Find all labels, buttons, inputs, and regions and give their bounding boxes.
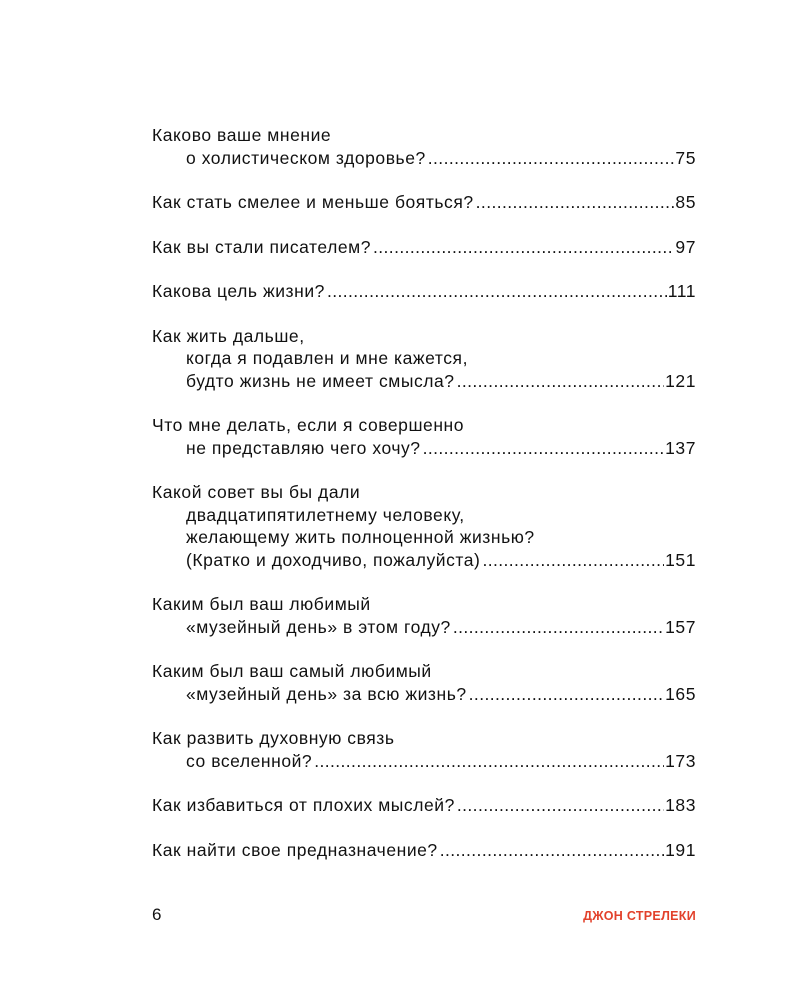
toc-page-number: 165 <box>665 683 696 704</box>
toc-entry-line: Какой совет вы бы дали <box>152 482 361 502</box>
dot-leader <box>482 549 664 572</box>
toc-page-number: 173 <box>665 750 696 771</box>
toc-entry-last-line <box>152 280 696 303</box>
toc-entry-last-line <box>152 794 696 817</box>
dot-leader <box>453 616 664 639</box>
toc-entry-title: не представляю чего хочу? <box>186 437 421 458</box>
toc-entry <box>152 414 696 459</box>
toc-entry-line: Как жить дальше, <box>152 325 305 346</box>
toc-entry <box>152 839 696 862</box>
toc-page-number: 75 <box>675 147 696 168</box>
toc-entry <box>152 325 696 393</box>
toc-page-number: 97 <box>675 236 696 257</box>
page-number: 6 <box>152 905 162 924</box>
toc-page-number: 191 <box>665 839 696 860</box>
toc-entry <box>152 593 696 638</box>
toc-entry-title: Как найти свое предназначение? <box>152 839 438 860</box>
toc-entry-title: «музейный день» в этом году? <box>186 616 451 637</box>
toc-entry <box>152 280 696 303</box>
toc-entry-line: желающему жить полноценной жизнью? <box>186 527 535 547</box>
dot-leader <box>314 750 664 773</box>
toc-entry-title: о холистическом здоровье? <box>186 147 426 168</box>
toc-entry-title: Как избавиться от плохих мыслей? <box>152 795 455 815</box>
toc-entry-last-line <box>152 839 696 862</box>
dot-leader <box>428 147 675 170</box>
toc-entry-last-line <box>152 616 696 639</box>
toc-entry-title: Как стать смелее и меньше бояться? <box>152 192 474 212</box>
toc-entry-line: Каким был ваш любимый <box>152 594 371 614</box>
toc-entry-last-line <box>152 236 696 259</box>
dot-leader <box>476 191 675 214</box>
toc-entry-title: будто жизнь не имеет смысла? <box>186 370 455 391</box>
dot-leader <box>469 683 664 706</box>
dot-leader <box>457 370 665 393</box>
toc-entry-line: двадцатипятилетнему человеку, <box>186 504 465 525</box>
toc-page-number: 85 <box>675 192 696 212</box>
toc-entry <box>152 727 696 772</box>
toc-page-number: 157 <box>665 616 696 637</box>
toc-entry <box>152 191 696 214</box>
dot-leader <box>457 794 664 817</box>
toc-entry <box>152 660 696 705</box>
toc-entry-title: (Кратко и доходчиво, пожалуйста) <box>186 549 481 570</box>
toc-entry-line: когда я подавлен и мне кажется, <box>186 348 468 368</box>
toc-entry-last-line <box>152 750 696 773</box>
toc-page-number: 137 <box>665 437 696 458</box>
toc-page-number: 151 <box>665 549 696 570</box>
running-head-author: ДЖОН СТРЕЛЕКИ <box>583 909 696 923</box>
dot-leader <box>440 839 664 862</box>
toc-entry <box>152 236 696 259</box>
toc-entry-line: Что мне делать, если я совершенно <box>152 415 465 435</box>
toc-entry <box>152 481 696 571</box>
toc-entry-last-line <box>152 683 696 706</box>
dot-leader <box>327 280 667 303</box>
table-of-contents <box>152 124 696 883</box>
toc-entry-title: со вселенной? <box>186 750 313 771</box>
toc-entry-last-line <box>152 147 696 170</box>
toc-entry-last-line <box>152 191 696 214</box>
toc-entry-line: Каково ваше мнение <box>152 125 332 145</box>
toc-entry-title: Какова цель жизни? <box>152 281 325 301</box>
toc-entry <box>152 124 696 169</box>
dot-leader <box>373 236 674 259</box>
toc-entry-line: Как развить духовную связь <box>152 728 395 748</box>
toc-entry-last-line <box>152 549 696 572</box>
toc-page-number: 183 <box>665 795 696 815</box>
toc-page-number: 121 <box>665 370 696 391</box>
toc-entry-last-line <box>152 437 696 460</box>
toc-entry-title: «музейный день» за всю жизнь? <box>186 683 467 704</box>
toc-entry-line: Каким был ваш самый любимый <box>152 661 432 681</box>
toc-entry <box>152 794 696 817</box>
toc-entry-title: Как вы стали писателем? <box>152 236 372 257</box>
dot-leader <box>423 437 665 460</box>
toc-page-number: 111 <box>667 281 696 301</box>
toc-entry-last-line <box>152 370 696 393</box>
